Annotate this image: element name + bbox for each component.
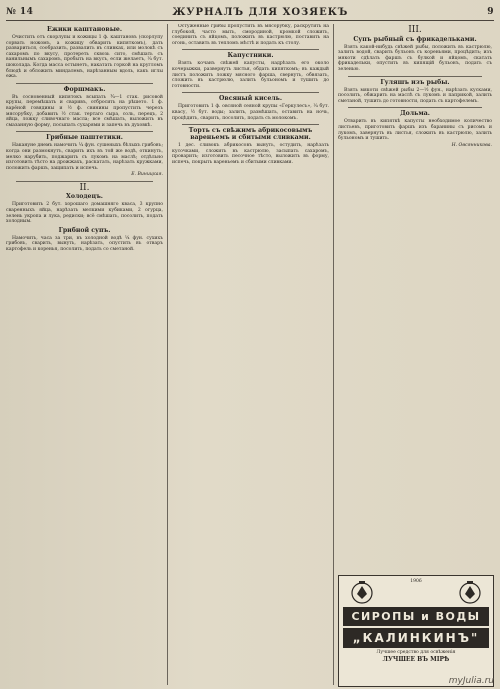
author-signature: Н. Овсянникова. (451, 142, 492, 148)
kalinkin-advertisement (338, 575, 494, 687)
ad-tagline: ЛУЧШЕЕ ВЪ МІРѢ (382, 656, 450, 664)
divider (348, 107, 482, 108)
divider (348, 76, 482, 77)
recipe-title: Ежики каштановые. (47, 26, 122, 33)
recipe-title: Форшмакъ. (63, 85, 106, 93)
column-3 (338, 24, 492, 572)
issue-number: № 14 (6, 7, 34, 17)
recipe-text: Остуженные грибы пропустить въ мясорубку, раскрутить на глубокой, часто мыть, смородиной, кромкой сложить, соединить съ яйцомъ, положить въ кастрюлю, поставить на огонь, оставить въ тепломъ мѣстѣ и подать къ столу. (172, 24, 329, 46)
recipe-text: Отварить въ кипяткѣ капусты необходимое количество листьевъ, приготовить фаршъ изъ баранины съ рисомъ и лукомъ, завернуть въ листья, сложить въ кастрюлю, залить бульономъ и тушить. (338, 119, 492, 142)
divider (16, 131, 153, 132)
recipe-text: 1 дес. сливокъ абрикосовъ вынуть, остудить, нарѣзать кусочками, сложить въ кастрюлю, засыпать сахаромъ, проварить; изготовить песочное тѣсто, выложить въ форму, испечь, покрыть вареньемъ и сбитыми сливками. (172, 143, 329, 165)
divider (182, 124, 319, 125)
author-signature: Е. Виницкая. (131, 172, 163, 178)
ad-brand-name: „КАЛИНКИНЪ" (343, 628, 489, 648)
divider (182, 92, 319, 93)
recipe-text: Накануне днемъ намочить ¼ фун. сушеныхъ бѣлыхъ грибовъ; когда они размокнутъ, сварить ихъ въ той же водѣ, откинуть, мелко нарубить, поджарить съ лукомъ на маслѣ; отдѣльно изготовить тѣсто на дрожжахъ, раскатать, нарѣзать кружками, положить фаршъ, защипать и испечь. (6, 143, 163, 171)
recipe-title: Овсяный кисель. (219, 95, 282, 103)
ad-emblems (339, 576, 493, 605)
column-divider-2 (333, 24, 334, 685)
column-1 (6, 24, 163, 685)
recipe-title: Дольма. (400, 110, 430, 118)
recipe-text: Взять мякоти свѣжей рыбы 2—½ фун., нарѣзать кусками, посолить, обжарить на маслѣ съ лукомъ и паприкой, залить сметаной, тушить до готовности, подать съ картофелемъ. (338, 87, 492, 104)
ad-slogan: Лучшее средство для освѣженія (376, 650, 456, 655)
recipe-title: Грибной супъ. (58, 226, 111, 234)
recipe-title: Гуляшъ изъ рыбы. (380, 78, 450, 86)
crest-icon (349, 579, 375, 605)
divider (182, 49, 319, 50)
recipe-text: Намочить, часа за три, въ холодной водѣ ¼ фун. сухихъ грибовъ, сварить, вынуть, нарѣзать, опустить въ отваръ картофель и коренья, посолить, подать со сметаной. (6, 235, 163, 253)
divider (16, 181, 153, 182)
recipe-text: Взять какой-нибудь свѣжей рыбы, положить въ кастрюлю, залить водой, сварить бульонъ съ кореньями, процѣдить; изъ мякоти сдѣлать фаршъ съ булкой и яйцомъ, скатать фрикадельки, опустить въ кипящій бульонъ, подать съ зеленью. (338, 44, 492, 72)
recipe-title: Торть съ свѣжимъ абрикосовымъ вареньемъ и сбитыми сливками. (188, 127, 313, 142)
section-number: III. (408, 25, 422, 35)
recipe-title: Супъ рыбный съ фрикадельками. (353, 35, 477, 43)
column-2 (172, 24, 329, 685)
page-header (6, 4, 494, 20)
recipe-text: Взять кочанъ свѣжей капусты, надрѣзать его около кочерыжки, развернуть листья, обдать кипяткомъ; въ каждый листъ положить ложку мясного фарша, свернуть, обвязать, сложить въ кастрюлю, залить бульономъ и тушить до готовности. (172, 61, 329, 89)
recipe-title: Грибные паштетики. (46, 134, 123, 142)
site-watermark: myJulia.ru (448, 676, 494, 686)
recipe-text: Въ сосновенный кипятокъ всыпать ¾—1 стак. рисовой крупы, перемѣшать и сваривъ, отбросить на рѣшето. 1 ф. варёной говядины и ½ ф. свинины пропустить черезъ мясорубку, добавить ½ стак. тертаго сыра, соль, перецъ, 2 яйца, ложку сливочнаго масла; все смѣшать, выложить въ смазанную форму, посыпать сухарями и запечь въ духовкѣ. (6, 94, 163, 128)
recipe-title: Капустники. (227, 52, 274, 60)
recipe-text: Приготовить 2 бут. хорошаго домашняго кваса, 3 крупно сваренныхъ яйца, нарѣзать мелкими кубиками, 2 огурца, зелень укропа и лука, редиски; всё смѣшать, посолить, подать холодным. (6, 202, 163, 225)
recipe-title: Холодецъ. (66, 193, 103, 201)
column-divider-1 (167, 24, 168, 685)
page-number: 9 (487, 7, 494, 17)
recipe-text: Очистить отъ скорлупы и кожицы 1 ф. каштановъ (скорлупу сорвать ножомъ, а кожицу обварить кипяткомъ), дать развариться, сообразить, развалить въ сливках, или молокѣ съ сахаромъ по вкусу, протереть сквозь сито, смѣшать съ ванильнымъ сахаромъ, пробыть на вкусъ, если желаетъ, ¼ бут. шоколада. Когда масса остынетъ, накатать горкой на кругломъ блюдѣ и обложить миндалемъ, нарѣзанным вдоль, какъ иглы ежа. (6, 35, 163, 80)
recipe-text: Приготовить 1 ф. овсяной сеяной крупы «Геркулесъ», ¼ бут. квасу, ½ бут. воды; залить, размѣшать, оставить на ночь, процѣдить, сварить, посолить, подать съ молокомъ. (172, 104, 329, 121)
journal-title: ЖУРНАЛЪ ДЛЯ ХОЗЯЕКЪ (172, 6, 349, 18)
header-divider (6, 20, 494, 21)
crest-icon (457, 579, 483, 605)
section-number: II. (79, 182, 90, 193)
divider (16, 83, 153, 84)
ad-headline: СИРОПЫ и ВОДЫ (343, 607, 489, 626)
ad-year: 1906 (410, 579, 422, 584)
